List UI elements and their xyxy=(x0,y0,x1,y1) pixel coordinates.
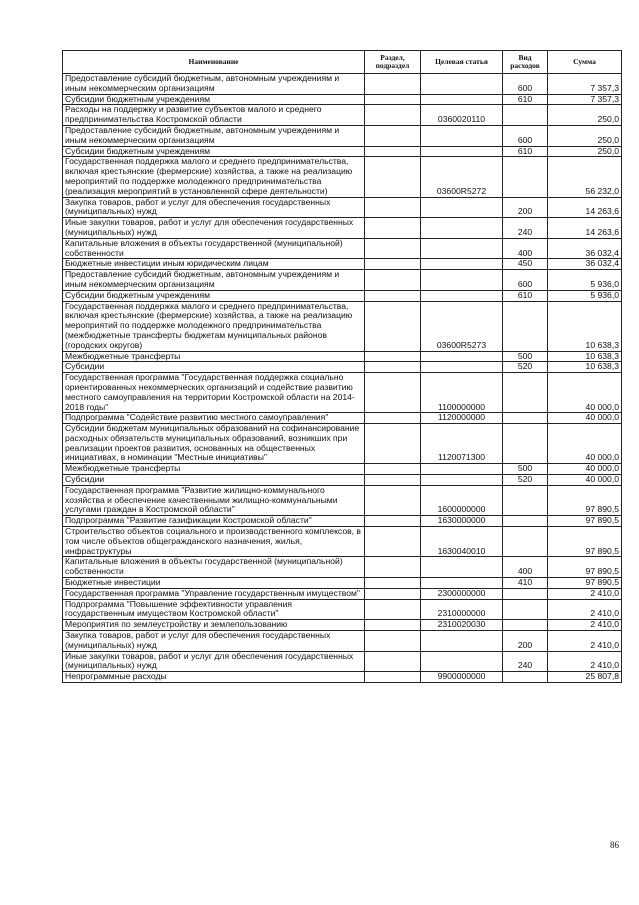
cell-sum: 97 890,5 xyxy=(548,578,622,589)
page-number: 86 xyxy=(610,840,619,850)
cell-name: Предоставление субсидий бюджетным, автономным учреждениям и иным некоммерческим организациям xyxy=(63,270,365,291)
cell-expense: 400 xyxy=(503,557,548,578)
cell-target xyxy=(421,238,503,259)
table-row xyxy=(63,424,622,464)
cell-name: Закупка товаров, работ и услуг для обеспечения государственных (муниципальных) нужд xyxy=(63,631,365,652)
cell-section xyxy=(365,197,421,218)
cell-sum: 2 410,0 xyxy=(548,631,622,652)
cell-section xyxy=(365,557,421,578)
header-section: Раздел, подраздел xyxy=(365,51,421,74)
cell-sum: 40 000,0 xyxy=(548,464,622,475)
cell-expense xyxy=(503,157,548,197)
cell-section xyxy=(365,259,421,270)
cell-target xyxy=(421,362,503,373)
table-row xyxy=(63,270,622,291)
cell-sum: 25 807,8 xyxy=(548,672,622,683)
cell-name: Государственная поддержка малого и среднего предпринимательства, включая крестьянские (фермерские) хозяйства, а также на реализацию мероприятий по поддержке молодежного предпринимательства (реализация мероприятий в установленной сфере деятельности) xyxy=(63,157,365,197)
table-row xyxy=(63,301,622,351)
cell-sum: 250,0 xyxy=(548,125,622,146)
cell-section xyxy=(365,373,421,413)
cell-section xyxy=(365,485,421,515)
cell-section xyxy=(365,620,421,631)
cell-name: Субсидии xyxy=(63,362,365,373)
cell-target xyxy=(421,259,503,270)
cell-section xyxy=(365,672,421,683)
table-row xyxy=(63,259,622,270)
cell-section xyxy=(365,475,421,486)
cell-sum: 14 263,6 xyxy=(548,197,622,218)
cell-name: Государственная программа "Управление государственным имуществом" xyxy=(63,588,365,599)
cell-name: Подпрограмма "Развитие газификации Костромской области" xyxy=(63,516,365,527)
table-row xyxy=(63,516,622,527)
cell-target xyxy=(421,557,503,578)
budget-table xyxy=(62,50,622,683)
cell-section xyxy=(365,290,421,301)
cell-sum: 7 357,3 xyxy=(548,94,622,105)
cell-name: Предоставление субсидий бюджетным, автономным учреждениям и иным некоммерческим организациям xyxy=(63,125,365,146)
cell-name: Предоставление субсидий бюджетным, автономным учреждениям и иным некоммерческим организациям xyxy=(63,74,365,95)
cell-section xyxy=(365,301,421,351)
cell-expense: 200 xyxy=(503,631,548,652)
cell-sum: 2 410,0 xyxy=(548,588,622,599)
cell-expense: 610 xyxy=(503,94,548,105)
cell-name: Непрограммные расходы xyxy=(63,672,365,683)
cell-expense xyxy=(503,424,548,464)
cell-target xyxy=(421,631,503,652)
cell-name: Государственная программа "Государственная поддержка социально ориентированных некоммерческих организаций и содействие развитию местного самоуправления на территории Костромской области на 2014-2018 годы" xyxy=(63,373,365,413)
cell-section xyxy=(365,631,421,652)
cell-name: Субсидии xyxy=(63,475,365,486)
cell-target: 9900000000 xyxy=(421,672,503,683)
header-name: Наименование xyxy=(63,51,365,74)
cell-target xyxy=(421,94,503,105)
table-row xyxy=(63,351,622,362)
cell-name: Государственная поддержка малого и среднего предпринимательства, включая крестьянские (фермерские) хозяйства, а также на реализацию мероприятий по поддержке молодежного предпринимательства (межбюджетные трансферты бюджетам муниципальных районов (городских округов) xyxy=(63,301,365,351)
cell-sum: 10 638,3 xyxy=(548,351,622,362)
cell-name: Субсидии бюджетам муниципальных образований на софинансирование расходных обязательств муниципальных образований, возникших при реализации проектов развития, основанных на общественных инициативах, в номинации "Местные инициативы" xyxy=(63,424,365,464)
cell-name: Расходы на поддержку и развитие субъектов малого и среднего предпринимательства Костромской области xyxy=(63,105,365,126)
cell-target xyxy=(421,197,503,218)
header-expense: Вид расходов xyxy=(503,51,548,74)
cell-target xyxy=(421,290,503,301)
cell-expense: 240 xyxy=(503,218,548,239)
cell-section xyxy=(365,218,421,239)
cell-name: Подпрограмма "Содействие развитию местного самоуправления" xyxy=(63,413,365,424)
cell-expense xyxy=(503,301,548,351)
cell-expense: 600 xyxy=(503,125,548,146)
cell-section xyxy=(365,599,421,620)
cell-expense: 500 xyxy=(503,464,548,475)
cell-sum: 5 936,0 xyxy=(548,270,622,291)
cell-section xyxy=(365,464,421,475)
cell-target xyxy=(421,146,503,157)
cell-target: 1100000000 xyxy=(421,373,503,413)
cell-name: Подпрограмма "Повышение эффективности управления государственным имуществом Костромской области" xyxy=(63,599,365,620)
cell-section xyxy=(365,238,421,259)
cell-sum: 97 890,5 xyxy=(548,516,622,527)
cell-section xyxy=(365,74,421,95)
cell-name: Закупка товаров, работ и услуг для обеспечения государственных (муниципальных) нужд xyxy=(63,197,365,218)
cell-sum: 7 357,3 xyxy=(548,74,622,95)
table-row xyxy=(63,464,622,475)
cell-target: 1630040010 xyxy=(421,527,503,557)
cell-name: Субсидии бюджетным учреждениям xyxy=(63,290,365,301)
cell-expense xyxy=(503,620,548,631)
table-row xyxy=(63,588,622,599)
cell-name: Иные закупки товаров, работ и услуг для обеспечения государственных (муниципальных) нужд xyxy=(63,218,365,239)
cell-expense: 450 xyxy=(503,259,548,270)
cell-section xyxy=(365,578,421,589)
cell-sum: 14 263,6 xyxy=(548,218,622,239)
cell-expense: 410 xyxy=(503,578,548,589)
cell-section xyxy=(365,157,421,197)
table-row xyxy=(63,527,622,557)
table-row xyxy=(63,238,622,259)
cell-target: 1600000000 xyxy=(421,485,503,515)
cell-name: Иные закупки товаров, работ и услуг для обеспечения государственных (муниципальных) нужд xyxy=(63,651,365,672)
cell-expense: 610 xyxy=(503,290,548,301)
cell-name: Бюджетные инвестиции иным юридическим лицам xyxy=(63,259,365,270)
table-row xyxy=(63,557,622,578)
cell-sum: 250,0 xyxy=(548,146,622,157)
cell-name: Государственная программа "Развитие жилищно-коммунального хозяйства и обеспечение качественными жилищно-коммунальными услугами граждан в Костромской области" xyxy=(63,485,365,515)
table-row xyxy=(63,373,622,413)
cell-target: 2300000000 xyxy=(421,588,503,599)
cell-target xyxy=(421,651,503,672)
cell-sum: 40 000,0 xyxy=(548,424,622,464)
table-row xyxy=(63,413,622,424)
cell-section xyxy=(365,146,421,157)
table-row xyxy=(63,620,622,631)
cell-sum: 36 032,4 xyxy=(548,238,622,259)
cell-target xyxy=(421,218,503,239)
cell-expense: 500 xyxy=(503,351,548,362)
cell-section xyxy=(365,527,421,557)
cell-target: 1120000000 xyxy=(421,413,503,424)
cell-section xyxy=(365,588,421,599)
table-row xyxy=(63,125,622,146)
cell-expense xyxy=(503,599,548,620)
cell-expense: 610 xyxy=(503,146,548,157)
cell-sum: 2 410,0 xyxy=(548,620,622,631)
cell-expense xyxy=(503,105,548,126)
header-target: Целевая статья xyxy=(421,51,503,74)
cell-expense: 520 xyxy=(503,475,548,486)
cell-target xyxy=(421,74,503,95)
cell-sum: 10 638,3 xyxy=(548,362,622,373)
cell-expense xyxy=(503,672,548,683)
cell-name: Мероприятия по землеустройству и землепользованию xyxy=(63,620,365,631)
table-row xyxy=(63,290,622,301)
cell-target: 1120071300 xyxy=(421,424,503,464)
cell-section xyxy=(365,413,421,424)
cell-expense: 600 xyxy=(503,270,548,291)
cell-sum: 10 638,3 xyxy=(548,301,622,351)
cell-expense: 520 xyxy=(503,362,548,373)
cell-target: 2310020030 xyxy=(421,620,503,631)
cell-section xyxy=(365,94,421,105)
table-row xyxy=(63,157,622,197)
cell-section xyxy=(365,362,421,373)
cell-sum: 40 000,0 xyxy=(548,413,622,424)
cell-target: 03600R5272 xyxy=(421,157,503,197)
cell-target xyxy=(421,270,503,291)
cell-name: Межбюджетные трансферты xyxy=(63,464,365,475)
cell-sum: 40 000,0 xyxy=(548,475,622,486)
table-row xyxy=(63,672,622,683)
table-row xyxy=(63,94,622,105)
cell-section xyxy=(365,651,421,672)
cell-sum: 2 410,0 xyxy=(548,651,622,672)
cell-name: Строительство объектов социального и производственного комплексов, в том числе объектов общегражданского назначения, жилья, инфраструктуры xyxy=(63,527,365,557)
cell-section xyxy=(365,105,421,126)
cell-target: 1630000000 xyxy=(421,516,503,527)
cell-section xyxy=(365,351,421,362)
cell-name: Капитальные вложения в объекты государственной (муниципальной) собственности xyxy=(63,557,365,578)
table-row xyxy=(63,105,622,126)
table-row xyxy=(63,197,622,218)
cell-target xyxy=(421,578,503,589)
cell-target: 2310000000 xyxy=(421,599,503,620)
cell-sum: 97 890,5 xyxy=(548,485,622,515)
cell-sum: 97 890,5 xyxy=(548,527,622,557)
cell-target: 0360020110 xyxy=(421,105,503,126)
table-row xyxy=(63,218,622,239)
cell-name: Субсидии бюджетным учреждениям xyxy=(63,94,365,105)
cell-expense xyxy=(503,527,548,557)
table-row xyxy=(63,578,622,589)
cell-expense: 600 xyxy=(503,74,548,95)
cell-name: Капитальные вложения в объекты государственной (муниципальной) собственности xyxy=(63,238,365,259)
table-row xyxy=(63,74,622,95)
cell-name: Бюджетные инвестиции xyxy=(63,578,365,589)
table-row xyxy=(63,631,622,652)
cell-sum: 40 000,0 xyxy=(548,373,622,413)
cell-expense: 240 xyxy=(503,651,548,672)
cell-target xyxy=(421,464,503,475)
cell-sum: 250,0 xyxy=(548,105,622,126)
cell-section xyxy=(365,270,421,291)
cell-sum: 2 410,0 xyxy=(548,599,622,620)
cell-expense xyxy=(503,516,548,527)
table-row xyxy=(63,146,622,157)
header-sum: Сумма xyxy=(548,51,622,74)
cell-expense xyxy=(503,588,548,599)
cell-sum: 56 232,0 xyxy=(548,157,622,197)
cell-expense xyxy=(503,373,548,413)
table-header-row xyxy=(63,51,622,74)
cell-target xyxy=(421,125,503,146)
cell-sum: 5 936,0 xyxy=(548,290,622,301)
cell-section xyxy=(365,125,421,146)
cell-sum: 97 890,5 xyxy=(548,557,622,578)
cell-expense: 400 xyxy=(503,238,548,259)
table-row xyxy=(63,475,622,486)
table-row xyxy=(63,362,622,373)
cell-name: Межбюджетные трансферты xyxy=(63,351,365,362)
cell-section xyxy=(365,424,421,464)
table-row xyxy=(63,599,622,620)
table-row xyxy=(63,651,622,672)
cell-target: 03600R5273 xyxy=(421,301,503,351)
cell-target xyxy=(421,351,503,362)
cell-section xyxy=(365,516,421,527)
cell-expense xyxy=(503,485,548,515)
table-body xyxy=(63,74,622,683)
table-row xyxy=(63,485,622,515)
cell-name: Субсидии бюджетным учреждениям xyxy=(63,146,365,157)
cell-expense xyxy=(503,413,548,424)
cell-sum: 36 032,4 xyxy=(548,259,622,270)
cell-expense: 200 xyxy=(503,197,548,218)
cell-target xyxy=(421,475,503,486)
